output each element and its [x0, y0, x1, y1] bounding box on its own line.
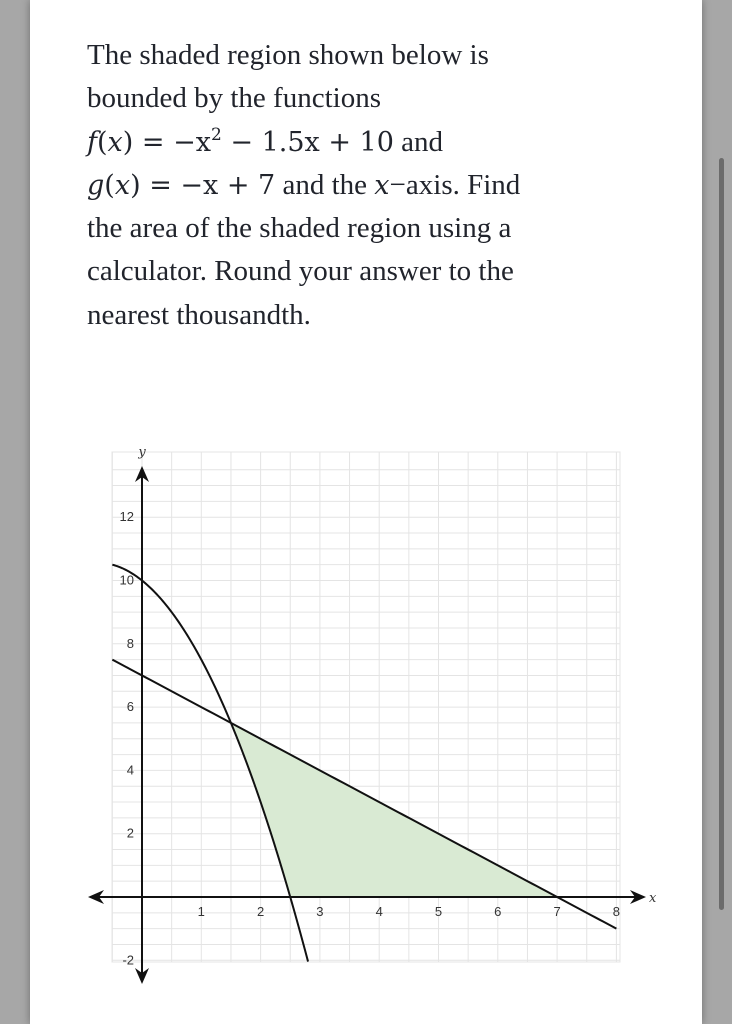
y-tick-label: 8: [126, 635, 134, 651]
x-tick-label: 3: [316, 904, 324, 919]
x-tick-label: 6: [494, 904, 502, 919]
question-line-5: the area of the shaded region using a: [87, 212, 512, 245]
question-line-7: nearest thousandth.: [87, 298, 311, 331]
g-definition: g(x) = −x + 7: [87, 169, 276, 201]
x-axis-label: x: [649, 891, 657, 906]
x-tick-label: 4: [375, 904, 383, 919]
y-tick-label: 2: [126, 825, 134, 841]
x-tick-label: 8: [612, 904, 621, 919]
y-tick-label: 6: [126, 699, 134, 715]
question-line-3: $f(x) = -x^2 - 1.5x + 10$ and: [87, 124, 444, 158]
question-line-1: The shaded region shown below is: [87, 39, 489, 71]
x-tick-label: 7: [553, 904, 561, 919]
y-tick-label: 10: [119, 572, 134, 588]
x-tick-label: 1: [197, 904, 205, 919]
y-tick-label: 12: [119, 509, 134, 525]
y-tick-label: 4: [126, 762, 134, 778]
y-axis-label: y: [138, 445, 146, 460]
question-line-4: g(x) = −x + 7 and the x−axis. Find: [87, 168, 521, 201]
curve-layer: [112, 565, 616, 962]
x-tick-label: 2: [256, 904, 265, 919]
question-line-6: calculator. Round your answer to the: [87, 255, 514, 288]
f-definition: $f(x) = -x^2 - 1.5x + 10$: [87, 124, 394, 158]
y-tick-label: -2: [122, 952, 134, 968]
question-line-2: bounded by the functions: [87, 82, 381, 115]
x-tick-label: 5: [434, 904, 443, 919]
